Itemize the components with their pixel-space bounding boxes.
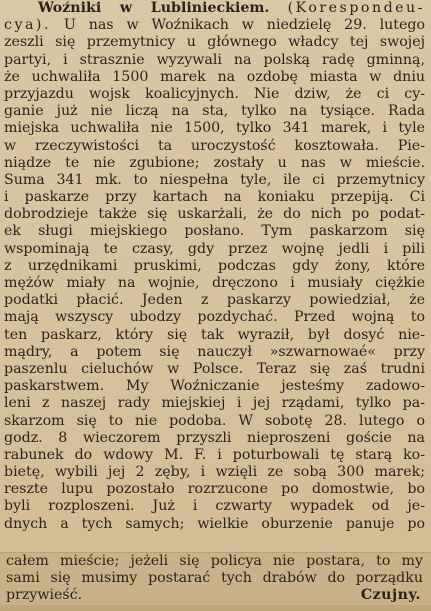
article-line: niądze te nie zgubione; zostały u nas w mieście. xyxy=(4,154,425,171)
article-line: byli rozploszeni. Już i czwarty wypadek od je- xyxy=(4,498,425,515)
article-line: podatki płacić. Jeden z paskarzy powiedział, że xyxy=(4,292,425,309)
article-line: że uchwaliła 1500 marek na ozdobę miasta w dniu xyxy=(4,68,425,85)
article-line: mądry, a potem się nauczył »szwarnowaé« przy xyxy=(4,343,425,360)
article-line: dnych a tych samych; wielkie oburzenie panuje po xyxy=(4,515,425,532)
article-line: ganie już nie liczą na sta, tylko na tysiące. Rada xyxy=(4,103,425,120)
article-line: zeszli się przemytnicy u głównego władcy tej swojej xyxy=(4,34,425,51)
article-ending xyxy=(0,552,431,611)
article-line: całem mieście; jeżeli się policya nie postara, to my xyxy=(6,553,423,569)
article-line: ten paskarz, który się tak wyraził, był dosyć nie- xyxy=(4,326,425,343)
article-line: mają wszyscy ubodzy pozdychać. Przed wojną to xyxy=(4,309,425,326)
article-line: z urzędnikami pruskimi, podczas gdy żony, które xyxy=(4,257,425,274)
article-line: dobrodzieje także się uskarżali, że do nich po podat- xyxy=(4,206,425,223)
article-line: Suma 341 mk. to niespełna tyle, ile ci przemytnicy xyxy=(4,171,425,188)
article-line: mężów miały na wojnie, dręczono i musiały ciężkie xyxy=(4,275,425,291)
article-line: reszte lupu pozostało rozrzucone po domostwie, bo xyxy=(4,481,425,498)
article-heading-line xyxy=(4,0,425,17)
article-line: leni z naszej rady miejskiej i jej rządami, tylko pa- xyxy=(4,395,425,412)
article-line: paskarstwem. My Woźniczanie jesteśmy zadowo- xyxy=(4,378,425,395)
article-line xyxy=(4,17,425,34)
article-title: Woźniki w Lublinieckiem. xyxy=(38,0,270,16)
article-line: miejska uchwaliła nie 1500, tylko 341 marek, i tyle xyxy=(4,120,425,137)
article-line: wspominają te czasy, gdy przez wojnę jedli i pili xyxy=(4,240,425,257)
article-last-line: przywieść. xyxy=(6,587,83,604)
article-line: paszenlu cieluchów w Polsce. Teraz się zaś trudni xyxy=(4,360,425,377)
article-line: bietę, wybili jej 2 zęby, i wzięli ze sobą 300 marek; xyxy=(4,464,425,481)
article-line-text: U nas w Woźnikach w niedzielę 29. lutego xyxy=(63,17,425,34)
article-line: skarzom się to nie podoba. W sobotę 28. lutego o xyxy=(4,412,425,429)
clipping-edge xyxy=(0,605,431,611)
article-line: sami się musimy postarać tych drabów do porządku xyxy=(6,570,423,587)
author-signature: Czujny. xyxy=(360,587,421,604)
article-line: rabunek do wdowy M. F. i poturbowali tę starą ko- xyxy=(4,446,425,463)
article-line: godz. 8 wieczorem przyszli nieproszeni goście na xyxy=(4,429,425,446)
closing-line xyxy=(0,587,431,604)
article-line: w rzeczywistości ta uroczystość kosztowała. Pie- xyxy=(4,137,425,154)
article-line: ek sługi miejskiego posłano. Tym paskarzom się xyxy=(4,223,425,240)
article-line: i paskarze przy kartach na koniaku przepiją. Ci xyxy=(4,189,425,206)
article-tag: (Korespondeu- xyxy=(287,0,425,16)
article-line: przyjazdu wojsk koalicyjnych. Nie dziw, że ci cy- xyxy=(4,85,425,102)
article-line: partyi, i strasznie wyzywali na polską radę gminną, xyxy=(4,51,425,68)
article-tag-continued: cya). xyxy=(4,17,51,34)
